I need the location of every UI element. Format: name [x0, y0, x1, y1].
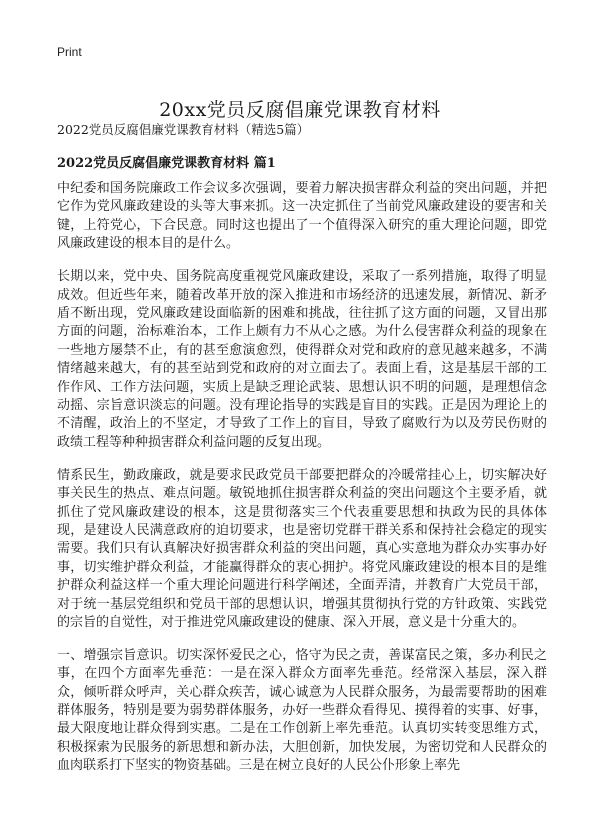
- paragraph: 长期以来，党中央、国务院高度重视党风廉政建设，采取了一系列措施，取得了明显成效。但近些年来，随着改革开放的深入推进和市场经济的迅速发展，新情况、新矛盾不断出现，党风廉政建设面临新的困难和挑战，往往抓了这方面的问题，又冒出那方面的问题，治标难治本，工作上颇有力不从心之感。为什么侵害群众利益的现象在一些地方屡禁不止，有的甚至愈演愈烈，使得群众对党和政府的意见越来越多，不满情绪越来越大，有的甚至站到党和政府的对立面去了。表面上看，这是基层干部的工作作风、工作方法问题，实质上是缺乏理论武装、思想认识不明的问题，是理想信念动摇、宗旨意识淡忘的问题。没有理论指导的实践是盲目的实践。正是因为理论上的不清醒，政治上的不坚定，才导致了工作上的盲目，导致了腐败行为以及劳民伤财的政绩工程等种种损害群众利益问题的反复出现。: [57, 269, 547, 450]
- print-link[interactable]: Print: [57, 45, 82, 59]
- document-body: [57, 180, 547, 790]
- paragraph: 中纪委和国务院廉政工作会议多次强调，要着力解决损害群众利益的突出问题，并把它作为党风廉政建设的头等大事来抓。这一决定抓住了当前党风廉政建设的要害和关键，上符党心，下合民意。同时这也提出了一个值得深入研究的重大理论问题，即党风廉政建设的根本目的是什么。: [57, 181, 547, 252]
- paragraph: 一、增强宗旨意识。切实深怀爱民之心，恪守为民之责，善谋富民之策，多办利民之事，在四个方面率先垂范：一是在深入群众方面率先垂范。经常深入基层，深入群众，倾听群众呼声，关心群众疾苦，诚心诚意为人民群众服务，为最需要帮助的困难群体服务，特别是要为弱势群体服务，办好一些群众看得见、摸得着的实事、好事，最大限度地让群众得到实惠。二是在工作创新上率先垂范。认真切实转变思维方式，积极探索为民服务的新思想和新办法，大胆创新，加快发展，为密切党和人民群众的血肉联系打下坚实的物资基础。三是在树立良好的人民公仆形象上率先: [57, 647, 547, 774]
- paragraph: 情系民生，勤政廉政，就是要求民政党员干部要把群众的冷暖常挂心上，切实解决好事关民生的热点、难点问题。敏锐地抓住损害群众利益的突出问题这个主要矛盾，就抓住了党风廉政建设的根本，这是贯彻落实三个代表重要思想和执政为民的具体体现，是建设人民满意政府的迫切要求，也是密切党群干群关系和保持社会稳定的现实需要。我们只有认真解决好损害群众利益的突出问题，真心实意地为群众办实事办好事，切实维护群众利益，才能赢得群众的衷心拥护。将党风廉政建设的根本目的是维护群众利益这样一个重大理论问题进行科学阐述，全面弄清，并教育广大党员干部，对于统一基层党组织和党员干部的思想认识，增强其贯彻执行党的方针政策、实践党的宗旨的自觉性，对于推进党风廉政建设的健康、深入开展，意义是十分重大的。: [57, 467, 547, 630]
- document-title: 20xx党员反腐倡廉党课教育材料: [159, 98, 441, 121]
- section-heading: 2022党员反腐倡廉党课教育材料 篇1: [57, 156, 276, 171]
- document-subtitle: 2022党员反腐倡廉党课教育材料（精选5篇）: [57, 122, 310, 137]
